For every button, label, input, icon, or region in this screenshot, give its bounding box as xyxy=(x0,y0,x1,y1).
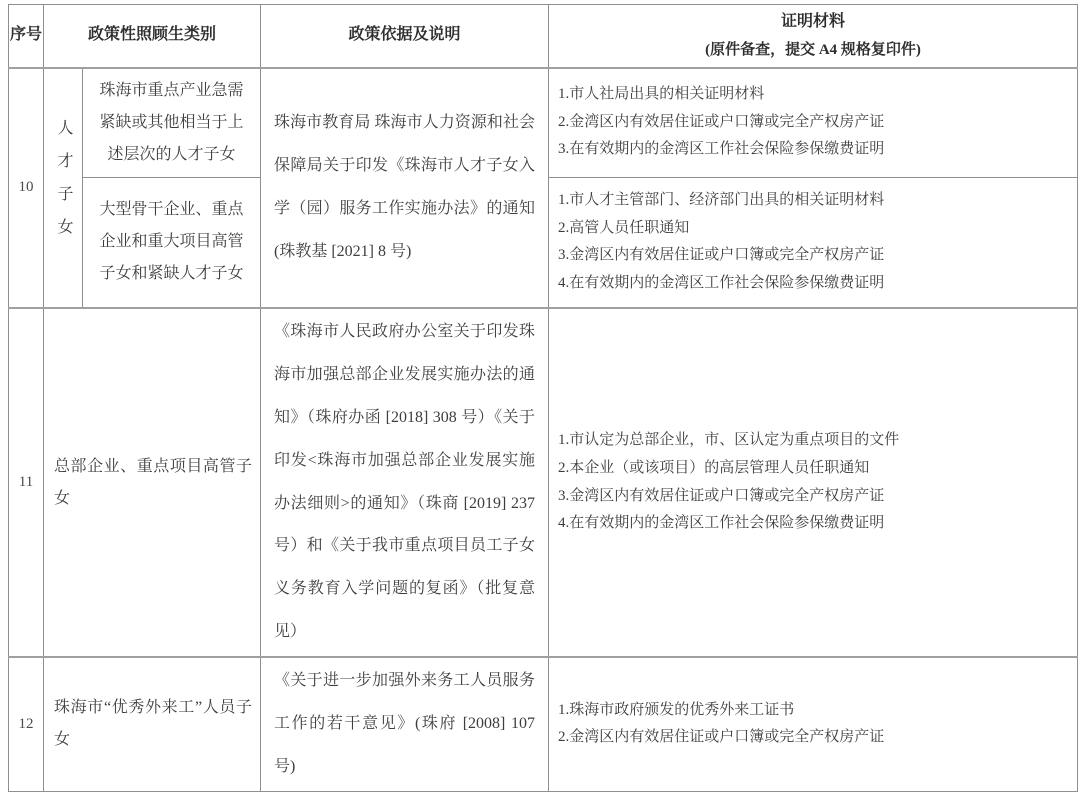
material-item: 4.在有效期内的金湾区工作社会保险参保缴费证明 xyxy=(558,515,885,532)
policy-cell-11: 《珠海市人民政府办公室关于印发珠海市加强总部企业发展实施办法的通知》（珠府办函 [2018] 308 号）《关于印发<珠海市加强总部企业发展实施办法细则>的通知》（珠商 [2019] 237 号）和《关于我市重点项目员工子女义务教育入学问题的复函》（批复意见） xyxy=(261,308,549,657)
category-cell-10b: 大型骨干企业、重点企业和重大项目高管子女和紧缺人才子女 xyxy=(83,177,261,308)
policy-cell-10: 珠海市教育局 珠海市人力资源和社会保障局关于印发《珠海市人才子女入学（园）服务工作实施办法》的通知(珠教基 [2021] 8 号) xyxy=(261,68,549,309)
header-serial: 序号 xyxy=(9,5,44,68)
materials-cell-11 xyxy=(549,308,1078,657)
material-item: 1.珠海市政府颁发的优秀外来工证书 xyxy=(558,701,795,718)
material-item: 3.在有效期内的金湾区工作社会保险参保缴费证明 xyxy=(558,141,885,158)
materials-cell-10a xyxy=(549,68,1078,178)
table-row-10a xyxy=(9,68,1078,178)
group-label-cell xyxy=(44,68,83,309)
table-row-12 xyxy=(9,657,1078,791)
material-item: 1.市认定为总部企业，市、区认定为重点项目的文件 xyxy=(558,432,900,448)
serial-cell-12: 12 xyxy=(9,657,44,791)
serial-cell-11: 11 xyxy=(9,308,44,657)
serial-cell-10: 10 xyxy=(9,68,44,309)
header-materials xyxy=(549,5,1078,68)
material-item: 2.金湾区内有效居住证或户口簿或完全产权房产证 xyxy=(558,113,885,130)
material-item: 3.金湾区内有效居住证或户口簿或完全产权房产证 xyxy=(558,247,885,264)
material-item: 2.本企业（或该项目）的高层管理人员任职通知 xyxy=(558,459,870,476)
policy-cell-12: 《关于进一步加强外来务工人员服务工作的若干意见》(珠府 [2008] 107 号) xyxy=(261,657,549,791)
category-cell-12: 珠海市“优秀外来工”人员子女 xyxy=(44,657,261,791)
material-item: 2.金湾区内有效居住证或户口簿或完全产权房产证 xyxy=(558,729,885,746)
header-category: 政策性照顾生类别 xyxy=(44,5,261,68)
category-cell-11: 总部企业、重点项目高管子女 xyxy=(44,308,261,657)
header-materials-note: (原件备查，提交 A4 规格复印件) xyxy=(705,41,921,58)
policy-admission-table xyxy=(8,4,1078,792)
header-materials-title: 证明材料 xyxy=(781,12,846,30)
materials-cell-12 xyxy=(549,657,1078,791)
material-item: 2.高管人员任职通知 xyxy=(558,219,690,236)
material-item: 1.市人才主管部门、经济部门出具的相关证明材料 xyxy=(558,191,885,208)
material-item: 4.在有效期内的金湾区工作社会保险参保缴费证明 xyxy=(558,275,885,291)
material-item: 1.市人社局出具的相关证明材料 xyxy=(558,85,765,102)
materials-cell-10b xyxy=(549,177,1078,308)
category-cell-10a: 珠海市重点产业急需紧缺或其他相当于上述层次的人才子女 xyxy=(83,68,261,178)
header-policy: 政策依据及说明 xyxy=(261,5,549,68)
material-item: 3.金湾区内有效居住证或户口簿或完全产权房产证 xyxy=(558,487,885,504)
table-row-11 xyxy=(9,308,1078,657)
header-row xyxy=(9,5,1078,68)
group-label-talent-children: 人才子女 xyxy=(55,119,72,252)
